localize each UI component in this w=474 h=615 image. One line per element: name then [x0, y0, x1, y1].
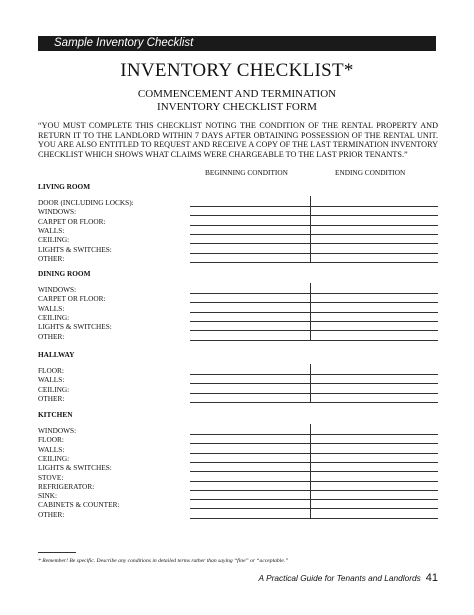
condition-entry-line[interactable] — [190, 471, 438, 472]
section-heading: LIVING ROOM — [38, 182, 91, 191]
condition-entry-line[interactable] — [190, 234, 438, 235]
item-label: REFRIGERATOR: — [38, 481, 95, 491]
condition-entry-line[interactable] — [190, 508, 438, 509]
condition-entry-line[interactable] — [190, 453, 438, 454]
item-label: FLOOR: — [38, 435, 64, 445]
item-label: CEILING: — [38, 453, 70, 463]
legal-notice: “YOU MUST COMPLETE THIS CHECKLIST NOTING THE CONDITION OF THE RENTAL PROPERTY AND RETURN IT TO THE LANDLORD WITHIN 7 DAYS AFTER OBTAINING POSSESSION OF THE RENTAL UNIT. YOU ARE ALSO ENTITLED TO REQUEST AND RECEIVE A COPY OF THE LAST TERMINATION INVENTORY CHECKLIST WHICH SHOWS WHAT CLAIMS WERE CHARGEABLE TO THE LAST PRIOR TENANTS.” — [38, 121, 438, 160]
item-label: WINDOWS: — [38, 207, 77, 217]
condition-entry-line[interactable] — [190, 321, 438, 322]
item-label: LIGHTS & SWITCHES: — [38, 463, 112, 473]
item-label: WALLS: — [38, 225, 65, 235]
item-label: CEILING: — [38, 312, 70, 322]
condition-entry-line[interactable] — [190, 206, 438, 207]
item-label: OTHER: — [38, 509, 65, 519]
column-divider — [310, 196, 311, 263]
condition-entry-line[interactable] — [190, 443, 438, 444]
item-label: OTHER: — [38, 331, 65, 341]
item-label: DOOR (INCLUDING LOCKS): — [38, 198, 134, 207]
page-footer — [259, 572, 438, 584]
condition-entry-line[interactable] — [190, 312, 438, 313]
item-label: WALLS: — [38, 444, 65, 454]
footer-text: A Practical Guide for Tenants and Landlords — [258, 573, 421, 583]
condition-entry-line[interactable] — [190, 262, 438, 263]
footnote-rule — [38, 552, 76, 553]
footnote: * Remember! Be specific. Describe any conditions in detailed terms rather than saying “fine” or “acceptable.” — [38, 558, 289, 564]
section-heading: HALLWAY — [38, 350, 75, 359]
condition-entry-line[interactable] — [190, 518, 438, 519]
section-heading: DINING ROOM — [38, 269, 91, 278]
page-number: 41 — [425, 572, 438, 584]
banner-text: Sample Inventory Checklist — [54, 37, 194, 49]
item-label: CABINETS & COUNTER: — [38, 500, 120, 510]
condition-entry-line[interactable] — [190, 481, 438, 482]
item-label: CEILING: — [38, 235, 70, 245]
condition-entry-line[interactable] — [190, 402, 438, 403]
condition-entry-line[interactable] — [190, 434, 438, 435]
condition-entry-line[interactable] — [190, 383, 438, 384]
item-label: CARPET OR FLOOR: — [38, 294, 106, 304]
item-label: LIGHTS & SWITCHES: — [38, 244, 112, 254]
section-heading: KITCHEN — [38, 410, 73, 419]
column-header-beginning: BEGINNING CONDITION — [205, 168, 288, 177]
item-label: WINDOWS: — [38, 285, 77, 294]
document-title: INVENTORY CHECKLIST* — [120, 60, 354, 81]
item-label: LIGHTS & SWITCHES: — [38, 322, 112, 332]
subtitle-line-2: INVENTORY CHECKLIST FORM — [157, 101, 317, 113]
condition-entry-line[interactable] — [190, 490, 438, 491]
condition-entry-line[interactable] — [190, 253, 438, 254]
header-banner — [38, 36, 436, 51]
condition-entry-line[interactable] — [190, 215, 438, 216]
item-label: FLOOR: — [38, 366, 64, 375]
item-label: OTHER: — [38, 393, 65, 403]
item-label: WALLS: — [38, 375, 65, 385]
item-label: CARPET OR FLOOR: — [38, 216, 106, 226]
item-label: CEILING: — [38, 384, 70, 394]
condition-entry-line[interactable] — [190, 374, 438, 375]
item-label: WALLS: — [38, 303, 65, 313]
column-divider — [310, 424, 311, 519]
condition-entry-line[interactable] — [190, 243, 438, 244]
column-divider — [310, 364, 311, 403]
subtitle-line-1: COMMENCEMENT AND TERMINATION — [137, 88, 337, 100]
condition-entry-line[interactable] — [190, 393, 438, 394]
item-label: OTHER: — [38, 253, 65, 263]
condition-entry-line[interactable] — [190, 462, 438, 463]
condition-entry-line[interactable] — [190, 225, 438, 226]
condition-entry-line[interactable] — [190, 499, 438, 500]
condition-entry-line[interactable] — [190, 293, 438, 294]
item-label: STOVE: — [38, 472, 64, 482]
condition-entry-line[interactable] — [190, 330, 438, 331]
column-header-ending: ENDING CONDITION — [335, 168, 406, 177]
item-label: SINK: — [38, 491, 58, 501]
item-label: WINDOWS: — [38, 426, 77, 435]
column-divider — [310, 283, 311, 341]
condition-entry-line[interactable] — [190, 302, 438, 303]
condition-entry-line[interactable] — [190, 340, 438, 341]
